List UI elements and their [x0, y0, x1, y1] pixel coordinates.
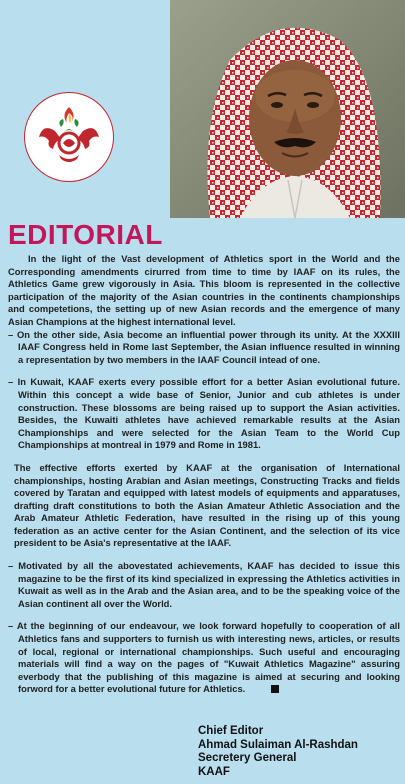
editorial-body	[8, 253, 400, 706]
editor-portrait-photo	[170, 0, 405, 218]
editorial-paragraph-5: – Motivated by all the abovestated achievements, KAAF has decided to issue this magazine to be the first of its kind specialized in expressing the Athletics activities in Kuwait as well as in the Arab and the Asian area, and to be the speaking voice of the Asian continent all over the World.	[8, 560, 400, 609]
editorial-paragraph-2: – On the other side, Asia become an influential power through its unity. At the XXXIII IAAF Congress held in Rome last September, the Asian influence resulted in winning a representation by two members in the IAAF Council intead of one.	[8, 328, 400, 365]
editorial-paragraph-1: In the light of the Vast development of Athletics sport in the World and the Corresponding amendments cirurred from time to time by IAAF on its rules, the Athletics Game grew vigorously in Asia. This bloom is represented in the collective participation of the majority of the Asian countries in the continents championships and competetions, the setting up of new Asian records and the emergence of many Asian Champions at the highest international level.	[8, 253, 400, 327]
signature-role: Chief Editor	[198, 725, 264, 737]
signature-name: Ahmad Sulaiman Al-Rashdan	[198, 738, 358, 751]
signature-organization: KAAF	[198, 765, 230, 778]
end-mark-icon	[271, 685, 279, 693]
emblem-icon	[25, 93, 113, 181]
page-title: EDITORIAL	[8, 219, 163, 250]
kaaf-logo-emblem	[24, 92, 114, 182]
signature-block	[198, 725, 358, 779]
editorial-paragraph-4: The effective efforts exerted by KAAF at the organisation of International championships, hosting Arabian and Asian meetings, Constructing Tracks and fields covered by Taratan and equipped with latest models of equipments and apparatuses, drafting draft constitutions to both the Asian Amateur Athletic Association and the Arab Amateur Athletic Federation, have resulted in the rising up of this young federation as an active center for the Asian Continent, and the selection of its vice president to be Asia's representative at the IAAF.	[14, 461, 400, 549]
editorial-paragraph-6-text: – At the beginning of our endeavour, we look forward hopefully to cooperation of all Athletics fans and supporters to furnish us with interesting news, articles, or results of local, regional or international championships. Such useful and encouraging materials will find a way on the pages of "Kuwait Athletics Magazine" assuring everbody that the publishing of this magazine is aimed at securing and looking forword for a better evolutional future for Athletics.	[8, 620, 400, 695]
editorial-paragraph-6	[8, 620, 400, 696]
portrait-icon	[170, 0, 405, 218]
signature-title: Secretery General	[198, 752, 297, 764]
editorial-paragraph-3: – In Kuwait, KAAF exerts every possible effort for a better Asian evolutional future. Within this concept a wide base of Senior, Junior and cub athletes is under construction. These blossoms are being raised up to support the Asian activities. Besides, the Kuwaiti athletes have achieved remarkable results at the Asian Championships and were selected for the Asian Team to the World Cup Championships at montreal in 1979 and Rome in 1981.	[8, 376, 400, 451]
